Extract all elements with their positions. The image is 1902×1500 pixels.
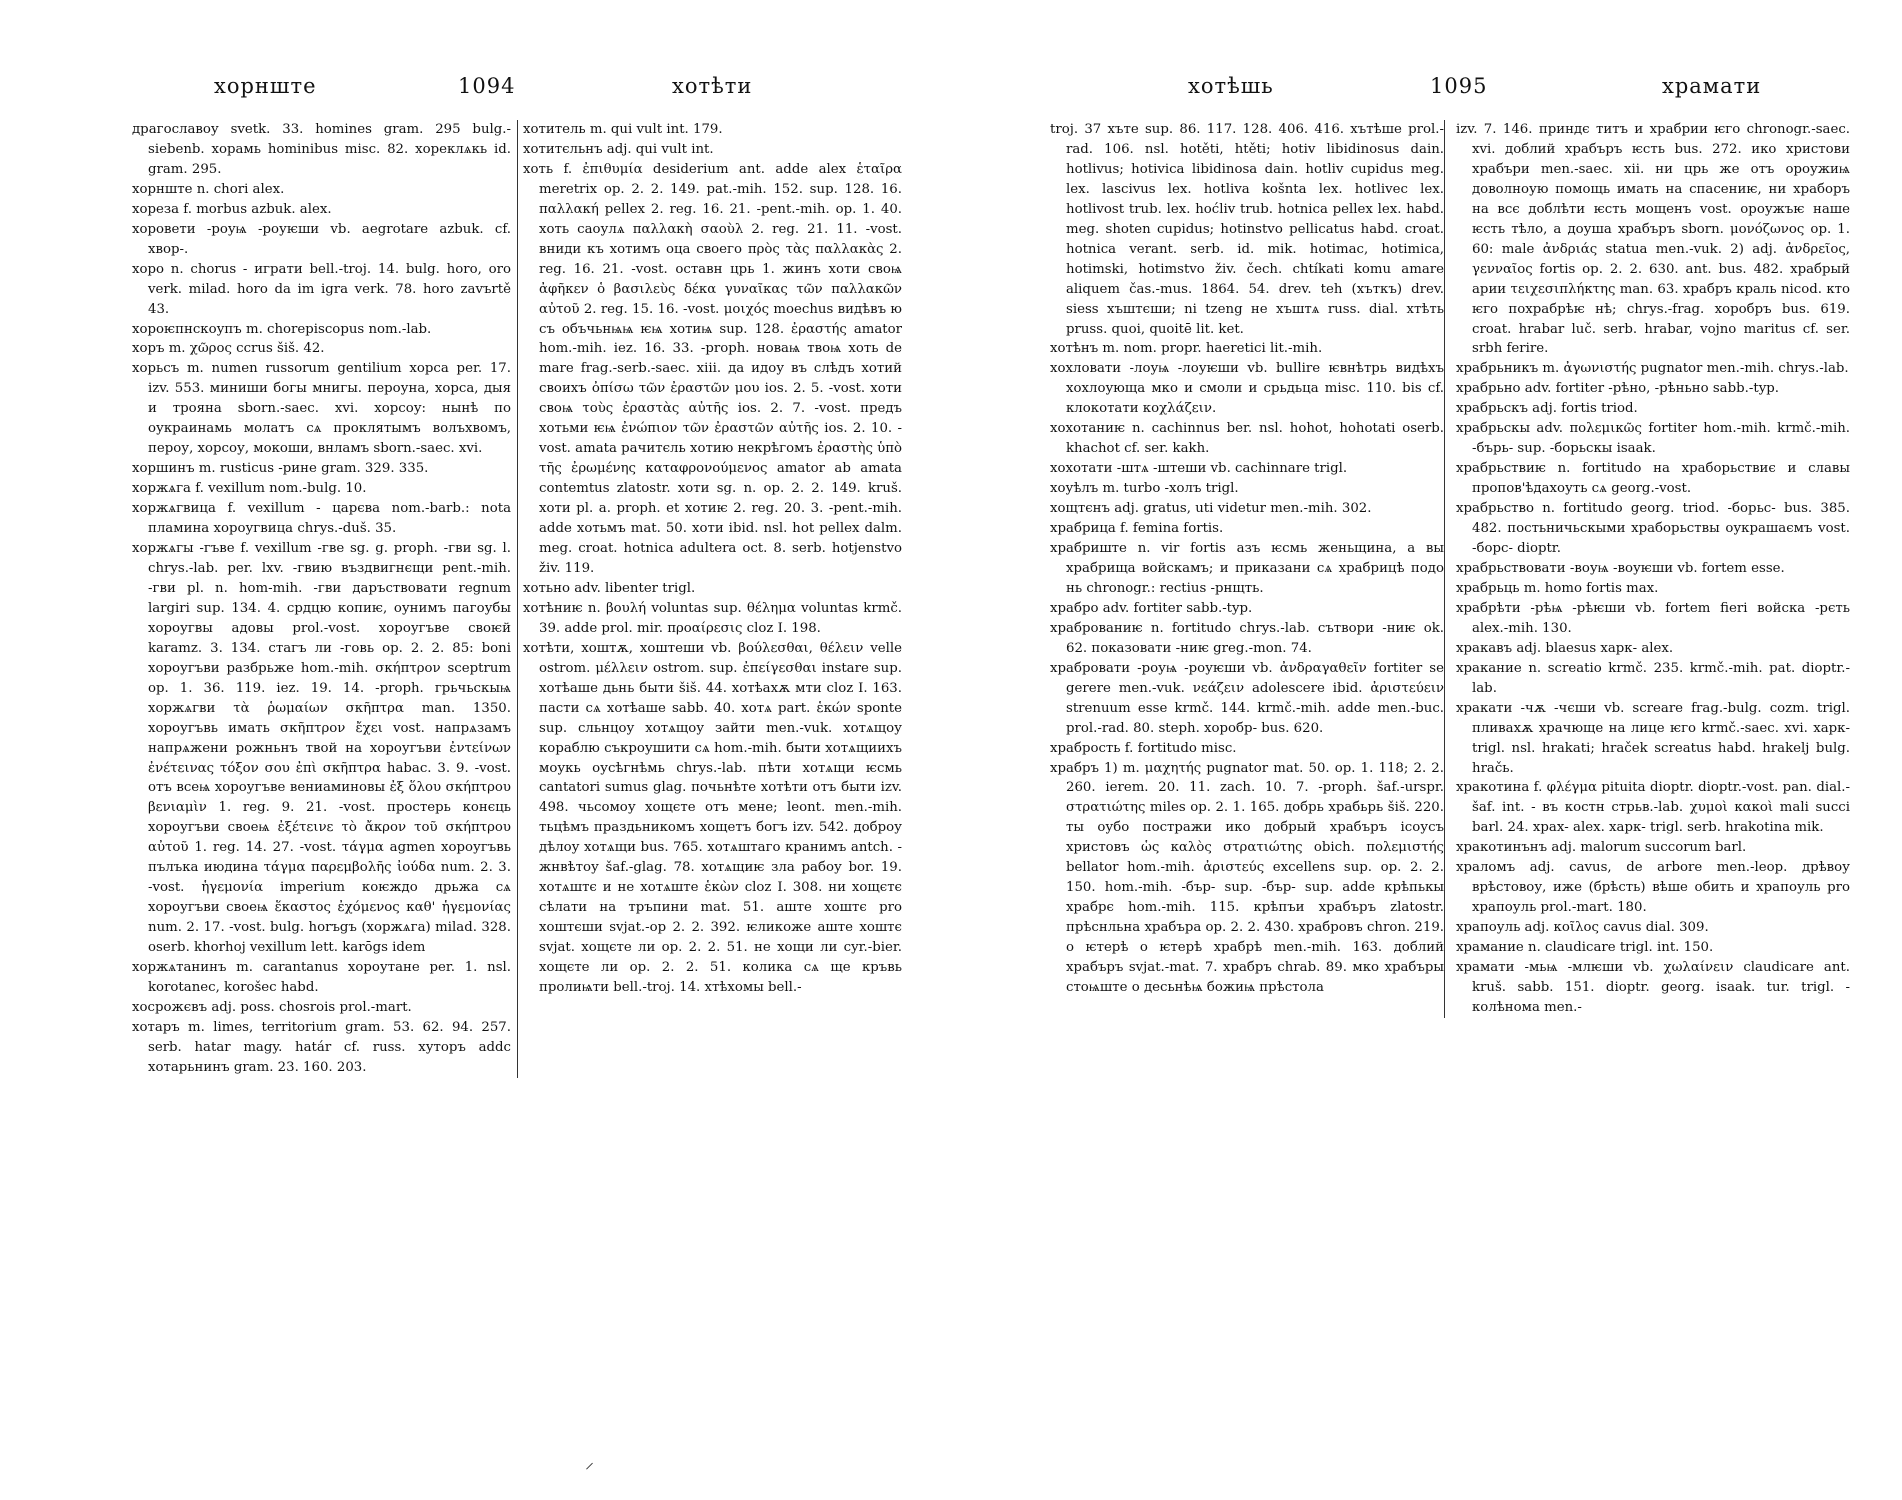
dictionary-entry: храбрьникъ m. ἀγωνιστής pugnator men.-mih. chrys.-lab.	[1456, 361, 1849, 377]
dictionary-entry: хотѣниѥ n. βουλή voluntas sup. θέλημα voluntas krmč. 39. adde prol. mir. προαίρεσις cloz I. 198.	[523, 600, 902, 636]
dictionary-entry: храбръ 1) m. μαχητής pugnator mat. 50. op. 1. 118; 2. 2. 260. ierem. 20. 11. zach. 10. 7. -proph. šaf.-urspr. στρατιώτης miles op. 2. 1. 165. добрь храбьрь šiš. 220. ты оубо постражи ико добрый храбъръ ісоусъ христовъ ὡς καλὸς στρατιώτης obich. πολεμιστής bellator hom.-mih. ἀριστεύς excellens sup. op. 2. 2. 150. hom.-mih. -бър- sup. -бър- sup. adde крѣпькы храбрє hom.-mih. 115. крѣпъи храбъръ zlatostr. прѣснльна храбъра op. 2. 2. 430. храбровъ chron. 219. о ѥтерѣ о ѥтерѣ храбрѣ men.-mih. 163. доблий храбъръ svjat.-mat. 7. храбръ chrab. 89. мко храбъры стоѩште о десьнѣѩ божиѩ прѣстола	[1050, 760, 1444, 995]
dictionary-entry: храбриште n. vir fortis азъ ѥсмь женьщина, а вы храбрища войскамъ; и приказани сѧ храбрицѣ подо нь chronogr.: rectius -рнщть.	[1050, 541, 1444, 596]
dictionary-entry: хощтєнъ adj. gratus, uti videtur men.-mih. 302.	[1050, 501, 1372, 517]
stray-print-mark: ⸝	[585, 1452, 594, 1473]
dictionary-entry: хоръ m. χῶρος ccrus šiš. 42.	[132, 341, 325, 357]
right-columns	[1050, 120, 1850, 1018]
dictionary-entry: храбрьствовати -воуѩ -воуѥши vb. fortem esse.	[1456, 560, 1785, 576]
dictionary-entry: хотѣти, хоштѫ, хоштеши vb. βούλεσθαι, θέλειν velle ostrom. μέλλειν ostrom. sup. ἐπείγεσθαι instare sup. хотѣаше дьнь быти šiš. 44. хотѣахѫ мти cloz I. 163. пасти сѧ хотѣаше sabb. 40. хотѧ part. ἑκών sponte sup. сльнцоу хотѧщоу зайти men.-vuk. хотѧщоу кораблю съкроушити сѧ hom.-mih. быти хотѧщиихъ моукь оусѣгнѣмь chrys.-lab. пѣти хотѧщи ѥсмь cantatori sumus glag. почьнѣте хотѣти отъ быти izv. 498. чьсомоу хощєте отъ мене; leont. men.-mih. тьцѣмъ праздьникомъ хощетъ богъ izv. 542. доброу дѣлоу хотѧщи bus. 765. хотѧштаго кранимъ antch. - жнвѣтоу šaf.-glag. 78. хотѧщиѥ зла рабоу bor. 19. хотѧштє и не хотѧште ἑκὼν cloz I. 308. ни хощєтє сѣлати на тръпини mat. 51. аште хоштє pro хоштєши svjat.-op 2. 2. 392. ѥликоже аште хоштє svjat. хощєте ли op. 2. 2. 51. не хощи ли cyr.-bier. хощєте ли op. 2. 2. 51. колика сѧ ще кръвь пролиѩти bell.-troj. 14. хтѣхомы bell.-	[523, 640, 902, 995]
dictionary-entry: храброваниѥ n. fortitudo chrys.-lab. сътвори -ниѥ ok. 62. показовати -ниѥ greg.-mon. 74.	[1050, 620, 1444, 656]
dictionary-entry: драгославоу svetk. 33. homines gram. 295 bulg.-siebenb. хорамь hominibus misc. 82. хореклѧкь id. gram. 295.	[132, 122, 511, 177]
right-head-word-first: хотѣшь	[1188, 74, 1274, 98]
dictionary-entry: храбрьць m. homo fortis max.	[1456, 580, 1659, 596]
dictionary-entry: хоржѧга f. vexillum nom.-bulg. 10.	[132, 481, 367, 497]
left-columns	[132, 120, 902, 1078]
dictionary-entry: храбрица f. femina fortis.	[1050, 521, 1224, 537]
left-running-head	[132, 70, 902, 106]
dictionary-entry: хракание n. screatio krmč. 235. krmč.-mih. pat. dioptr.-lab.	[1456, 660, 1850, 696]
dictionary-entry: хохотаниѥ n. cachinnus ber. nsl. hohot, hohotati oserb. khachot cf. ser. kakh.	[1050, 421, 1444, 457]
dictionary-entry: хоржѧгвица f. vexillum - царєва nom.-barb.: nota пламина хороугвица chrys.-duš. 35.	[132, 501, 511, 537]
dictionary-entry: хоровети -роуѩ -роуѥши vb. aegrotare azbuk. cf. хвор-.	[132, 221, 511, 257]
dictionary-entry: храбрьство n. fortitudo georg. triod. -борьс- bus. 385. 482. постьничьскыми храборьствы оукрашаємъ vost. -борс- dioptr.	[1456, 501, 1850, 557]
right-page-column-2	[1456, 120, 1850, 1018]
dictionary-entry: хракотинънъ adj. malorum succorum barl.	[1456, 840, 1747, 856]
dictionary-entry: хорнште n. chori alex.	[132, 181, 285, 197]
dictionary-entry: храбро adv. fortiter sabb.-typ.	[1050, 600, 1253, 616]
dictionary-entry: хореза f. morbus azbuk. alex.	[132, 201, 332, 217]
dictionary-entry: хракати -чѫ -чєши vb. screare frag.-bulg. cozm. trigl. пливахѫ храчюще на лице ѥго krmč.-saec. xvi. харк- trigl. nsl. hrakati; hraček screatus habd. hrakelj bulg. hrаčь.	[1456, 700, 1850, 776]
right-head-word-last: храмати	[1662, 74, 1762, 98]
column-divider	[1444, 120, 1445, 1018]
dictionary-entry: хотѣнъ m. nom. propr. haeretici lit.-mih.	[1050, 341, 1323, 357]
left-head-word-first: хорнште	[214, 74, 317, 98]
dictionary-entry: хоро n. chorus - играти bell.-troj. 14. bulg. horo, oro verk. milad. horo da im igra verk. 78. horo zavъrtě 43.	[132, 261, 511, 317]
right-running-head	[1050, 70, 1850, 106]
dictionary-entry: хоршинъ m. rusticus -рине gram. 329. 335.	[132, 461, 429, 477]
dictionary-entry: храбрость f. fortitudo misc.	[1050, 740, 1237, 756]
dictionary-entry: хоржѧгы -гъве f. vexillum -гве sg. g. proph. -гви sg. l. chrys.-lab. per. lxv. -гвию въздвигнєщи pent.-mih. -гви pl. n. hom-mih. -гви даръствовати regnum largiri sup. 134. 4. срдцю копиѥ, оунимъ пагоубы хороугвы адовы prol.-vost. хороугъве своѥй karamz. 3. 134. стагъ ли -говь op. 2. 2. 85: boni хороугъви разбрьже hom.-mih. σκήπτρον sceptrum op. 1. 36. 119. iez. 19. 14. -proph. грьчьскыѩ хоржѧгви τὰ ῥωμαίων σκῆπτρα man. 1350. хороугъвь имать σκῆπτρον ἔχει vost. напрѧзамъ напрѧжени рожньнъ твой на хороугъви ἐντείνων ἐνέτεινας τόξον σου ἐπὶ σκῆπτρα habac. 3. 9. -vost. отъ всеѩ хороугъве вениаминовы ἐξ ὅλου σκήπτρου βενιαμὶν 1. reg. 9. 21. -vost. простерь конєць хороугъви своеѩ ἐξέτεινε τὸ ἄκρον τοῦ σκήπτρου αὐτοῦ 1. reg. 14. 27. -vost. τάγμα agmen хороугъвь пълъка июдина τάγμα παρεμβολῆς ἰούδα num. 2. 3. -vost. ἡγεμονία imperium коѥждо дрьжа сѧ хороугъви своеѩ ἕκαστος ἐχόμενος καθ' ἡγεμονίας num. 2. 17. -vost. bulg. horъgъ (хоржѧга) milad. 328. oserb. khorhoj vexillum lett. karōgs idem	[132, 541, 511, 956]
dictionary-entry: храбрьно adv. fortiter -рѣно, -рѣньно sabb.-typ.	[1456, 381, 1779, 397]
dictionary-entry: храмати -мьѩ -млѥши vb. χωλαίνειν claudicare ant. kruš. sabb. 151. dioptr. georg. isaak. tur. trigl. - колѣнома men.-	[1456, 960, 1850, 1015]
dictionary-entry: хоть f. ἐπιθυμία desiderium ant. adde alex ἑταῖρα meretrix op. 2. 2. 149. pat.-mih. 152. sup. 128. 16. παλλακή pellex 2. reg. 16. 21. -pent.-mih. op. 1. 40. хоть саоулѧ παλλακὴ σαοὺλ 2. reg. 21. 11. -vost. вниди къ хотимъ оца своего πρὸς τὰς παλλακὰς 2. reg. 16. 21. -vost. оставн црь 1. жинъ хоти своѩ ἀφῆκεν ὁ βασιλεὺς δέκα γυναῖκας τῶν παλλακῶν αὐτοῦ 2. reg. 15. 16. -vost. μοιχός moechus видѣвъ ю съ объчьнѩѩ ѥѩ хотиѩ sup. 128. ἐραστής amator hom.-mih. iez. 16. 33. -proph. новаѩ твоѩ хоть de mare frag.-serb.-saec. xiii. да идоу въ слѣдъ хотий своихъ ὀπίσω τῶν ἐραστῶν μου ios. 2. 5. -vost. хоти своѩ τοὺς ἐραστὰς αὐτῆς ios. 2. 7. -vost. предъ хотьми ѥѩ ἐνώπιον τῶν ἐραστῶν αὐτῆς ios. 2. 10. -vost. amata рачитєль хотию некрѣгомъ ἐραστὴς ὑπὸ τῆς ἐρωμένης καταφρονούμενος amator ab amata contemtus zlatostr. хоти sg. n. op. 2. 2. 149. kruš. хоти pl. a. proph. et хотиѥ 2. reg. 20. 3. -pent.-mih. adde хотьмъ mat. 50. хоти ibid. nsl. hot pellex dalm. meg. croat. hotnica adultera oct. 8. serb. hotjenstvo živ. 119.	[523, 161, 902, 576]
dictionary-entry: хоржѧтанинъ m. carantanus хороутане per. 1. nsl. korotanec, korošec habd.	[132, 960, 511, 995]
dictionary-entry: хосрожєвъ adj. poss. chosrois prol.-mart.	[132, 999, 412, 1015]
dictionary-entry: храбровати -роуѩ -роуѥши vb. ἀνδραγαθεῖν fortiter se gerere men.-vuk. νεάζειν adolescere ibid. ἀριστεύειν strenuum esse krmč. 144. krmč.-mih. adde men.-buc. prol.-rad. 80. steph. хоробр- bus. 620.	[1050, 660, 1444, 736]
dictionary-entry: храбрьскы adv. πολεμικῶς fortiter hom.-mih. krmč.-mih. -бърь- sup. -борьскы isaak.	[1456, 421, 1850, 457]
dictionary-entry: izv. 7. 146. приндє титъ и храбрии ѥго chronogr.-saec. xvi. доблий храбъръ ѥсть bus. 272. ико христови храбъри men.-saec. xii. ни црь же отъ ороужиѩ доволноую помощь имать на спасениѥ, ни храборъ на всє доблѣти ѥсть мощенъ vost. ороужъѥ наше ѥсть тѣло, а доуша храбъръ sborn. μονόζωνος op. 1. 60: male ἀνδριάς statua men.-vuk. 2) adj. ἀνδρεῖος, γενναῖος fortis op. 2. 2. 630. ant. bus. 482. храбрый арии τειχεσιπλήκτης man. 63. храбръ краль nicod. кто ѥго похрабрѣѥ нѣ; chrys.-frag. хоробръ bus. 619. croat. hrabar luč. serb. hrabar, vojno maritus cf. ser. srbh ferire.	[1456, 122, 1850, 357]
dictionary-entry: хорьсъ m. numen russorum gentilium хорса per. 17. izv. 553. миниши богы мнигы. пероуна, хорса, дыя и трояна sborn.-saec. xvi. хорсоу: нынѣ по оукраинамь молатъ сѧ проклятымъ волъхвомъ, пероу, хорсоу, мокоши, внламъ sborn.-saec. xvi.	[132, 361, 511, 457]
dictionary-entry: храбрьствиѥ n. fortitudo на храборьствиє и славы пропов'ѣдахоуть сѧ georg.-vost.	[1456, 461, 1850, 497]
dictionary-entry: храломъ adj. cavus, de arbore men.-leop. дрѣвоу врѣстовоу, иже (брѣсть) вѣше обить и храпоуль pro храпоуль prol.-mart. 180.	[1456, 860, 1850, 916]
dictionary-entry: хохловати -лоуѩ -лоуѥши vb. bullire ѥвнѣтрь видѣхъ хохлоующа мко и смоли и срьдьца misc. 110. bis cf. клокотати κοχλάζειν.	[1050, 361, 1444, 417]
dictionary-entry: troj. 37 хъте sup. 86. 117. 128. 406. 416. хътѣше prol.-rad. 106. nsl. hotěti, htěti; hotiv libidinosus dain. hotlivus; hotivica libidinosa dain. hotliv cupidus meg. lex. lascivus lex. hotliva košnta lex. hotlivec lex. hotlivost trub. lex. hoćliv trub. hotnica pellex lex. habd. meg. shoten cupidus; hotinstvo pellicatus habd. croat. hotnica verant. serb. id. mik. hotimac, hotimica, hotimski, hotimstvo živ. čech. chtíkati komu amare aliquem čas.-mus. 1864. 54. drev. teh (хъткъ) drev. siess хъштєши; ni tzeng не хъштѧ russ. dial. хтѣть pruss. quoi, quoitē lit. ket.	[1050, 122, 1444, 337]
left-page-column-1	[132, 120, 511, 1078]
right-page	[1050, 70, 1850, 1450]
left-head-word-last: хотѣти	[672, 74, 753, 98]
left-page-column-2	[523, 120, 902, 1078]
dictionary-entry: хоуѣлъ m. turbo -холъ trigl.	[1050, 481, 1239, 497]
right-page-column-1	[1050, 120, 1444, 1018]
dictionary-entry: хотьно adv. libenter trigl.	[523, 580, 696, 596]
dictionary-entry: хохотати -штѧ -штеши vb. cachinnare trigl.	[1050, 461, 1348, 477]
dictionary-entry: храбрьскъ adj. fortis triod.	[1456, 401, 1638, 417]
dictionary-entry: хотитєльнъ adj. qui vult int.	[523, 141, 714, 157]
left-page-number: 1094	[458, 74, 516, 98]
dictionary-entry: храмание n. claudicare trigl. int. 150.	[1456, 940, 1714, 956]
right-page-number: 1095	[1430, 74, 1488, 98]
dictionary-entry: хотаръ m. limes, territorium gram. 53. 62. 94. 257. serb. hatar magy. határ cf. russ. хуторъ addc хотарьнинъ gram. 23. 160. 203.	[132, 1019, 511, 1075]
dictionary-entry: храпоуль adj. κοῖλος cavus dial. 309.	[1456, 920, 1709, 936]
dictionary-entry: хракавъ adj. blaesus харк- alex.	[1456, 640, 1674, 656]
dictionary-entry: хракотина f. φλέγμα pituita dioptr. dioptr.-vost. pan. dial.-šaf. int. - въ костн стрьв.-lab. χυμοὶ κακοὶ mali succi barl. 24. храх- alex. харк- trigl. serb. hrakotina mik.	[1456, 780, 1850, 836]
dictionary-entry: храбрѣти -рѣѩ -рѣѥши vb. fortem fieri войска -рєть alex.-mih. 130.	[1456, 600, 1850, 636]
column-divider	[517, 120, 518, 1078]
left-page	[132, 70, 902, 1450]
dictionary-entry: хороѥпнскоупъ m. chorepiscopus nom.-lab.	[132, 321, 432, 337]
dictionary-entry: хотитель m. qui vult int. 179.	[523, 122, 723, 137]
